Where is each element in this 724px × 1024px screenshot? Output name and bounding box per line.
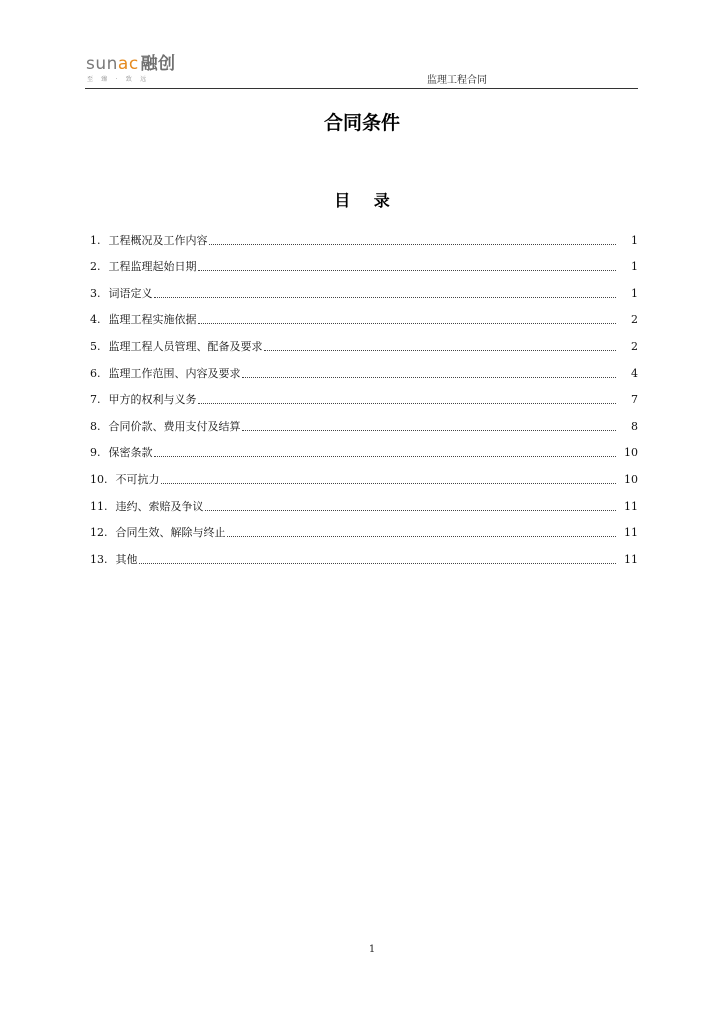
toc-dot-leader: [242, 376, 617, 378]
page-number: 1: [368, 944, 376, 955]
toc-entry[interactable]: [90, 328, 640, 355]
toc-entry-number: 3.: [90, 286, 101, 300]
logo-brand-part2: ac: [117, 54, 139, 74]
toc-dot-leader: [242, 429, 617, 431]
toc-dot-leader: [161, 482, 617, 484]
toc-entry-number: 9.: [90, 446, 101, 460]
toc-dot-leader: [198, 402, 617, 404]
toc-entry[interactable]: [90, 275, 640, 302]
toc-entry-number: 8.: [90, 419, 101, 433]
logo-tagline: 至 臻 · 致 远: [87, 76, 150, 83]
toc-entry-number: 4.: [90, 313, 101, 327]
toc-entry[interactable]: [90, 222, 640, 249]
toc-entry-page: 10: [624, 472, 638, 486]
logo-wordmark: [86, 56, 176, 73]
toc-entry-page: 11: [624, 552, 638, 566]
toc-entry-title: 监理工程实施依据: [108, 313, 197, 327]
toc-entry-title: 合同价款、费用支付及结算: [108, 419, 241, 433]
toc-entry-title: 监理工程人员管理、配备及要求: [108, 339, 263, 353]
toc-entry-page: 10: [624, 446, 638, 460]
toc-entry-page: 2: [631, 313, 638, 327]
toc-entry[interactable]: [90, 515, 640, 542]
toc-dot-leader: [264, 349, 617, 351]
toc-entry-title: 违约、索赔及争议: [115, 499, 204, 513]
table-of-contents: [90, 222, 640, 568]
toc-entry[interactable]: [90, 488, 640, 515]
toc-entry-number: 6.: [90, 366, 101, 380]
toc-dot-leader: [154, 455, 617, 457]
toc-dot-leader: [209, 243, 617, 245]
running-header-title: 监理工程合同: [427, 75, 487, 86]
toc-entry-title: 不可抗力: [115, 472, 160, 486]
toc-entry-page: 7: [631, 393, 638, 407]
toc-entry[interactable]: [90, 382, 640, 409]
toc-entry-page: 11: [624, 526, 638, 540]
toc-dot-leader: [139, 562, 617, 564]
toc-entry-title: 合同生效、解除与终止: [115, 526, 226, 540]
toc-entry[interactable]: [90, 435, 640, 462]
toc-entry-title: 甲方的权利与义务: [108, 393, 197, 407]
toc-entry-page: 1: [631, 233, 638, 247]
sunac-logo: [86, 56, 206, 86]
toc-entry[interactable]: [90, 249, 640, 276]
toc-entry-page: 1: [631, 286, 638, 300]
toc-entry[interactable]: [90, 541, 640, 568]
toc-entry-page: 4: [631, 366, 638, 380]
toc-entry-title: 保密条款: [108, 446, 153, 460]
toc-entry-page: 11: [624, 499, 638, 513]
toc-entry[interactable]: [90, 408, 640, 435]
toc-entry-number: 2.: [90, 260, 101, 274]
toc-entry-page: 1: [631, 260, 638, 274]
toc-entry-title: 词语定义: [108, 286, 153, 300]
toc-entry[interactable]: [90, 302, 640, 329]
toc-entry[interactable]: [90, 355, 640, 382]
toc-entry-title: 工程监理起始日期: [108, 260, 197, 274]
toc-entry[interactable]: [90, 461, 640, 488]
toc-entry-page: 2: [631, 339, 638, 353]
toc-dot-leader: [205, 509, 617, 511]
toc-dot-leader: [198, 269, 617, 271]
toc-entry-title: 其他: [115, 552, 138, 566]
logo-brand-part1: sun: [86, 54, 118, 74]
document-title: 合同条件: [323, 112, 400, 134]
toc-dot-leader: [198, 322, 617, 324]
toc-dot-leader: [227, 535, 617, 537]
toc-heading: 目 录: [334, 191, 399, 210]
toc-entry-number: 11.: [90, 499, 108, 513]
header-divider: [85, 88, 638, 89]
toc-entry-page: 8: [631, 419, 638, 433]
toc-entry-number: 12.: [90, 526, 108, 540]
toc-entry-title: 工程概况及工作内容: [108, 233, 208, 247]
toc-entry-number: 1.: [90, 233, 101, 247]
logo-brand-cn: 融创: [140, 54, 176, 74]
toc-entry-number: 7.: [90, 393, 101, 407]
toc-entry-number: 10.: [90, 472, 108, 486]
toc-dot-leader: [154, 296, 617, 298]
toc-entry-number: 5.: [90, 339, 101, 353]
toc-entry-number: 13.: [90, 552, 108, 566]
toc-entry-title: 监理工作范围、内容及要求: [108, 366, 241, 380]
